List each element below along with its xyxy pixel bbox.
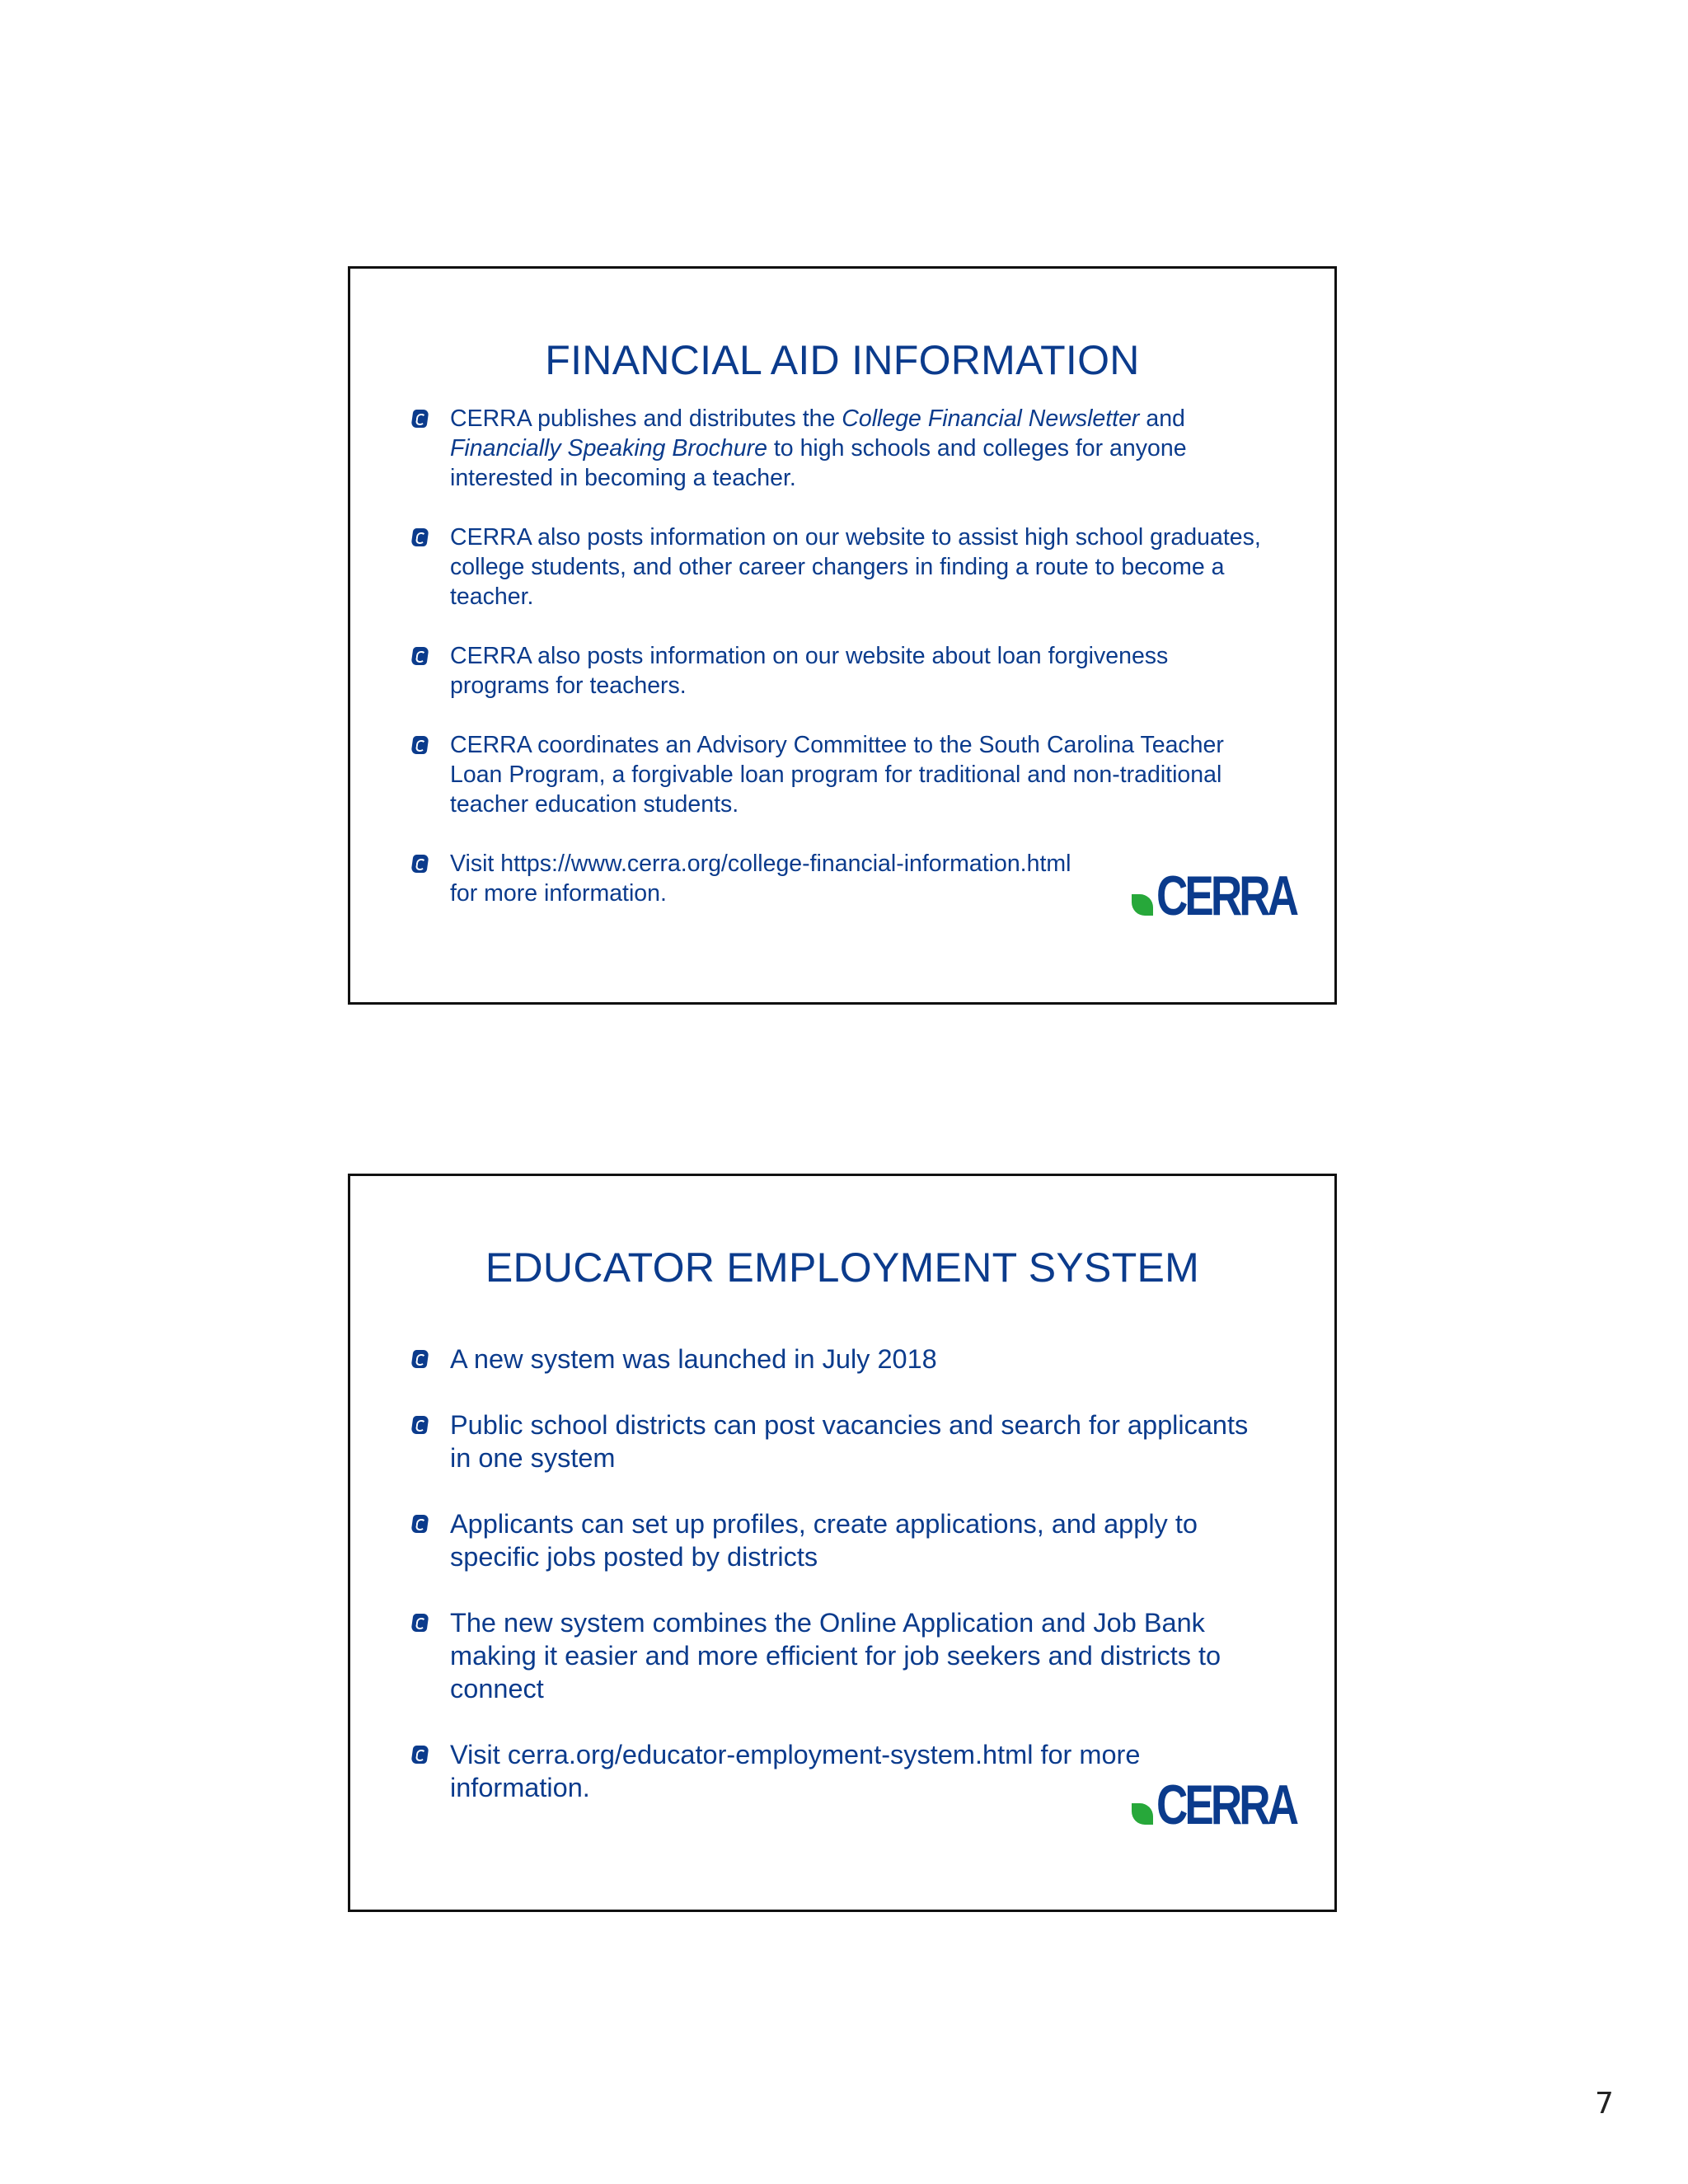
leaf-icon: [1132, 894, 1153, 916]
bullet-link-text[interactable]: Visit https://www.cerra.org/college-financial-information.html: [450, 851, 1071, 877]
bullet-text: A new system was launched in July 2018: [450, 1344, 937, 1374]
bullet-item: [412, 641, 1269, 701]
bullet-item: [412, 1408, 1269, 1474]
bullet-list: [412, 1343, 1269, 1837]
cerra-bullet-icon: [410, 410, 429, 428]
bullet-list: [412, 404, 1269, 938]
bullet-text: CERRA coordinates an Advisory Committee to the South Carolina Teacher Loan Program, a forgivable loan program for traditional and non-traditional teacher education students.: [450, 732, 1224, 818]
cerra-bullet-icon: [410, 528, 429, 546]
bullet-text: The new system combines the Online Application and Job Bank making it easier and more efficient for job seekers and districts to connect: [450, 1608, 1221, 1704]
bullet-text: Applicants can set up profiles, create applications, and apply to specific jobs posted by districts: [450, 1509, 1198, 1572]
bullet-item: [412, 1343, 1269, 1376]
cerra-bullet-icon: [410, 647, 429, 665]
bullet-link-text[interactable]: Visit cerra.org/educator-employment-system.html for more: [450, 1740, 1141, 1769]
cerra-logo-text: CERRA: [1156, 865, 1296, 927]
slide-financial-aid: [348, 266, 1337, 1005]
cerra-logo-text: CERRA: [1156, 1774, 1296, 1836]
slide-educator-employment: [348, 1174, 1337, 1912]
cerra-bullet-icon: [410, 1350, 429, 1368]
bullet-text: to high schools and colleges for anyone interested in becoming a teacher.: [450, 435, 1187, 491]
bullet-item: [412, 404, 1269, 493]
page-number: 7: [1595, 2087, 1614, 2121]
slide-title: FINANCIAL AID INFORMATION: [545, 337, 1140, 383]
bullet-item: [412, 523, 1269, 612]
cerra-logo: [1132, 865, 1296, 927]
leaf-icon: [1132, 1803, 1153, 1825]
bullet-text: Public school districts can post vacancies and search for applicants in one system: [450, 1410, 1249, 1473]
bullet-text: for more information.: [450, 880, 667, 907]
bullet-text: CERRA publishes and distributes the: [450, 405, 842, 432]
cerra-bullet-icon: [410, 736, 429, 754]
slide-title: EDUCATOR EMPLOYMENT SYSTEM: [485, 1244, 1200, 1291]
cerra-bullet-icon: [410, 1614, 429, 1632]
brochure-title: Financially Speaking Brochure: [450, 435, 767, 462]
bullet-text: information.: [450, 1773, 590, 1802]
cerra-logo: [1132, 1774, 1296, 1836]
bullet-text: CERRA also posts information on our website about loan forgiveness programs for teachers.: [450, 643, 1169, 699]
cerra-bullet-icon: [410, 1746, 429, 1764]
cerra-bullet-icon: [410, 1515, 429, 1533]
cerra-bullet-icon: [410, 855, 429, 873]
bullet-item: [412, 730, 1269, 819]
bullet-text: CERRA also posts information on our website to assist high school graduates, college students, and other career changers in finding a route to become a teacher.: [450, 524, 1261, 610]
cerra-bullet-icon: [410, 1416, 429, 1434]
bullet-item: [412, 1606, 1269, 1705]
bullet-item: [412, 1507, 1269, 1573]
bullet-text: and: [1139, 405, 1185, 432]
newsletter-title: College Financial Newsletter: [842, 405, 1140, 432]
